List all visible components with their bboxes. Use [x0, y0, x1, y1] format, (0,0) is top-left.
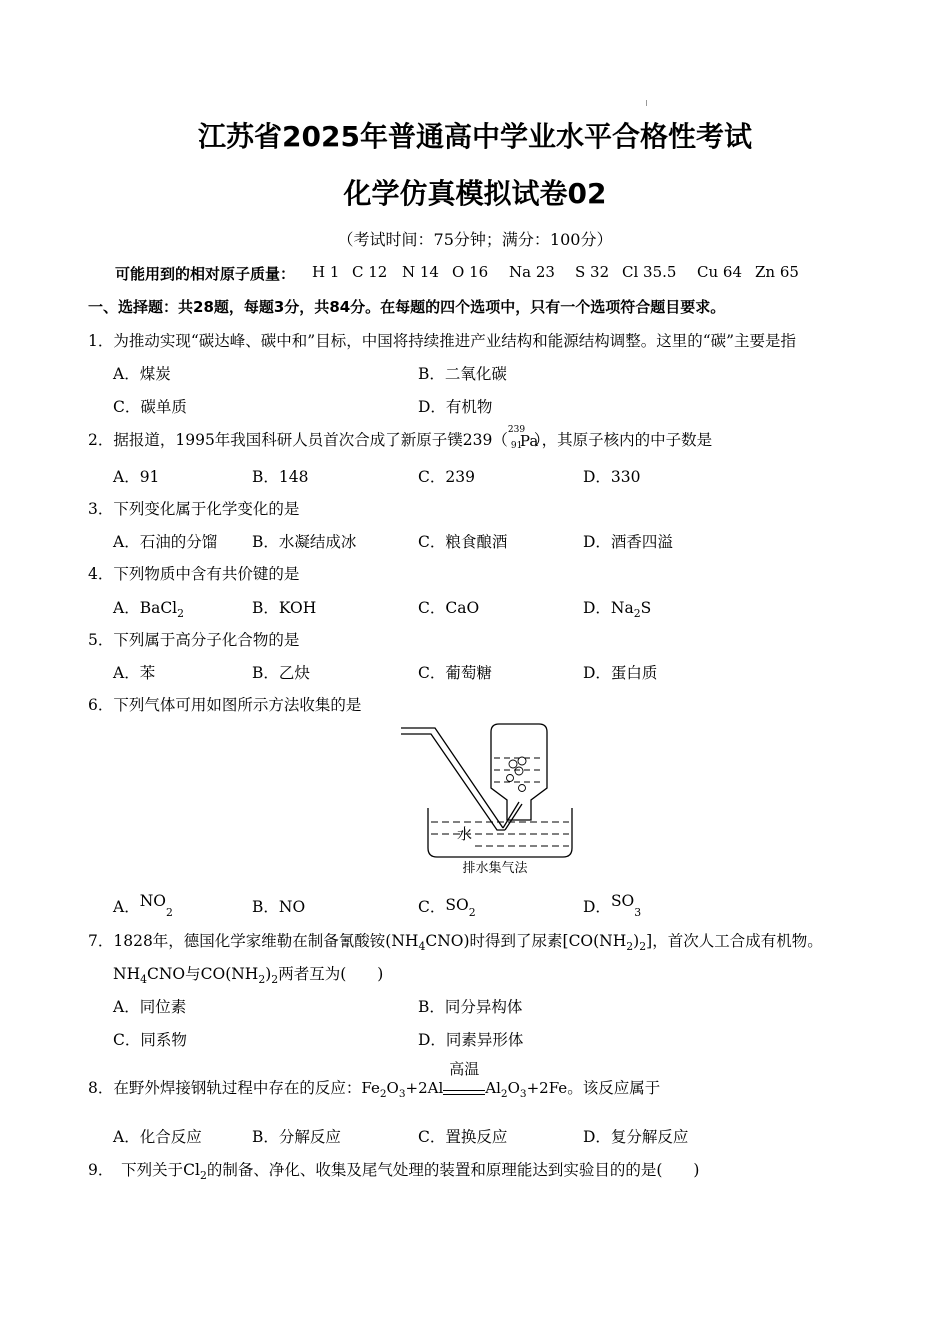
- q6-option-b: B．NO: [252, 898, 306, 916]
- figure-water-label: 水: [457, 825, 473, 843]
- collection-bottle: [491, 724, 547, 820]
- q3-option-d: D．酒香四溢: [583, 533, 673, 551]
- q8-option-d: D．复分解反应: [583, 1128, 689, 1146]
- q5-option-d: D．蛋白质: [583, 664, 658, 682]
- question-7-stem-line1: 7．1828年，德国化学家维勒在制备氰酸铵$(NH_4CNO)$时得到了尿素$[CO(NH_2)_2]$，首次人工合成有机物。: [88, 932, 823, 954]
- q2-option-c: C．239: [418, 468, 475, 486]
- section-heading: 一、选择题：共28题，每题3分，共84分。在每题的四个选项中，只有一个选项符合题目要求。: [88, 298, 726, 316]
- q5-option-a: A．苯: [113, 664, 156, 682]
- question-8-stem: 8．在野外焊接钢轨过程中存在的反应：$Fe_2O_3+2Al$ 高温 $Al_2O_3+2Fe$。该反应属于: [88, 1059, 661, 1100]
- exam-info: （考试时间：75分钟；满分：100分）: [337, 230, 613, 249]
- q7-option-c: C．同系物: [113, 1031, 187, 1049]
- q8-option-c: C．置换反应: [418, 1128, 508, 1146]
- isotope-symbol: 239 91 Pa: [507, 425, 539, 451]
- atomic-mass-o: O 16: [452, 263, 489, 281]
- q7-option-d: D．同素异形体: [418, 1031, 524, 1049]
- question-4-stem: 4．下列物质中含有共价键的是: [88, 565, 300, 583]
- atomic-mass-na: Na 23: [509, 263, 555, 281]
- q4-option-b: B．KOH: [252, 599, 317, 617]
- q2-stem-post: ），其原子核内的中子数是: [533, 431, 713, 449]
- q2-option-b: B．148: [252, 468, 309, 486]
- page-subtitle: 化学仿真模拟试卷02: [343, 177, 607, 210]
- page-mark: [646, 100, 647, 106]
- q2-stem-pre: 2．据报道，1995年我国科研人员首次合成了新原子镤239（: [88, 431, 508, 449]
- atomic-mass-c: C 12: [352, 263, 388, 281]
- q5-option-b: B．乙炔: [252, 664, 310, 682]
- delivery-tube: [401, 728, 503, 828]
- q4-option-a: A．BaCl$_2$: [113, 599, 185, 621]
- q6-option-d: D．$SO_3$: [583, 892, 642, 920]
- water-displacement-figure: [395, 718, 595, 883]
- question-1-stem: 1．为推动实现“碳达峰、碳中和”目标，中国将持续推进产业结构和能源结构调整。这里的“碳”主要是指: [88, 332, 797, 350]
- q3-option-a: A．石油的分馏: [113, 533, 218, 551]
- question-9-stem: 9． 下列关于$Cl_2$的制备、净化、收集及尾气处理的装置和原理能达到实验目的的是( ): [88, 1161, 700, 1183]
- atomic-mass-cl: Cl 35.5: [622, 263, 677, 281]
- question-3-stem: 3．下列变化属于化学变化的是: [88, 500, 300, 518]
- q5-option-c: C．葡萄糖: [418, 664, 492, 682]
- atomic-mass-zn: Zn 65: [755, 263, 799, 281]
- q1-option-d: D．有机物: [418, 398, 493, 416]
- q6-option-c: C．$SO_2$: [418, 896, 476, 920]
- q1-option-c: C．碳单质: [113, 398, 187, 416]
- question-5-stem: 5．下列属于高分子化合物的是: [88, 631, 300, 649]
- q2-option-a: A．91: [113, 468, 160, 486]
- q6-option-a: A．$NO_2$: [113, 892, 173, 920]
- atomic-mass-h: H 1: [312, 263, 340, 281]
- reaction-condition-equals: 高温: [443, 1084, 485, 1095]
- q2-option-d: D．330: [583, 468, 641, 486]
- question-6-stem: 6．下列气体可用如图所示方法收集的是: [88, 696, 362, 714]
- atomic-mass-n: N 14: [402, 263, 439, 281]
- atomic-mass-cu: Cu 64: [697, 263, 742, 281]
- figure-caption: 排水集气法: [462, 861, 528, 876]
- q7-option-b: B．同分异构体: [418, 998, 523, 1016]
- q8-option-a: A．化合反应: [113, 1128, 202, 1146]
- q3-option-c: C．粮食酿酒: [418, 533, 508, 551]
- q1-option-a: A．煤炭: [113, 365, 171, 383]
- water-trough: [428, 808, 572, 857]
- page-title: 江苏省2025年普通高中学业水平合格性考试: [198, 120, 752, 153]
- q4-option-c: C．CaO: [418, 599, 480, 617]
- q1-option-b: B．二氧化碳: [418, 365, 507, 383]
- question-7-stem-line2: $NH_4CNO$与$CO(NH_2)_2$两者互为( ): [113, 965, 384, 987]
- q4-option-d: D．$Na_2S$: [583, 599, 652, 621]
- q7-option-a: A．同位素: [113, 998, 187, 1016]
- q8-option-b: B．分解反应: [252, 1128, 341, 1146]
- question-2-stem: [88, 425, 713, 451]
- atomic-mass-label: 可能用到的相对原子质量：: [115, 265, 296, 283]
- atomic-mass-s: S 32: [575, 263, 610, 281]
- q3-option-b: B．水凝结成冰: [252, 533, 357, 551]
